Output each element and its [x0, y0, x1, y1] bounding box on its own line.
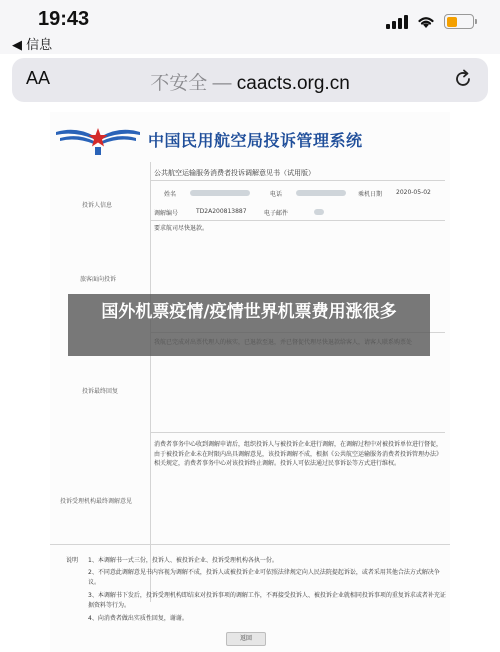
status-bar [0, 0, 500, 54]
request-text: 要求航司尽快退款。 [154, 225, 209, 232]
note-item: 4、向消费者做出实质性回复，谢谢。 [88, 615, 188, 622]
site-header [50, 118, 450, 162]
mediation-no-label: 调解编号 [154, 210, 179, 217]
reload-icon[interactable] [452, 68, 474, 90]
agency-opinion-text: 消费者事务中心收到调解申请后，组织投诉人与被投诉企业进行调解，在调解过程中对被投诉单位进行督促，由于被投诉企业未在时限内出具调解意见，该投诉调解不成，根据《公共航空运输服务消费者投诉管理办法》相关规定，消费者事务中心对该投诉终止调解。投诉人可依法通过民事诉讼等方式进行维权。 [154, 441, 443, 467]
wifi-icon [416, 14, 436, 29]
note-item: 2、不同意此调解意见书内容视为调解不成，投诉人或被投诉企业可依照法律规定向人民法院提起诉讼，或者采用其他合法方式解决争议。 [88, 569, 440, 586]
back-button[interactable]: 返回 [226, 632, 266, 646]
email-value [314, 208, 324, 215]
name-value [190, 189, 250, 196]
name-label: 姓名 [164, 191, 177, 198]
form-divider [150, 162, 151, 602]
agency-section-label: 投诉受理机构最终调解意见 [60, 498, 133, 505]
mediation-no-value: TD2A200813887 [196, 208, 247, 215]
complainant-section-label: 投诉人信息 [82, 202, 113, 209]
domain-text: caacts.org.cn [236, 73, 350, 94]
back-to-messages-link[interactable]: ◀ 信息 [12, 38, 53, 53]
phone-value [296, 189, 346, 196]
url-field[interactable] [12, 68, 488, 95]
notes-label: 说明 [66, 557, 79, 564]
cellular-signal-icon [386, 15, 408, 29]
not-secure-label: 不安全 — [150, 73, 232, 94]
form-rule [50, 544, 450, 545]
merchant-section-label: 旅客面向投诉 [80, 276, 117, 283]
note-item: 1、本调解书一式三份，投诉人、被投诉企业、投诉受理机构各执一份。 [88, 557, 278, 564]
overlay-banner [68, 294, 430, 356]
status-icons [386, 14, 474, 29]
form-rule [150, 180, 445, 181]
site-title: 中国民用航空局投诉管理系统 [148, 131, 363, 150]
aa-label: AA [26, 68, 51, 88]
form-rule [150, 220, 445, 221]
form-rule [150, 432, 445, 433]
flight-date-value: 2020-05-02 [396, 189, 431, 196]
banner-headline: 国外机票疫情/疫情世界机票费用涨很多 [101, 302, 397, 322]
email-label: 电子邮件 [264, 210, 289, 217]
battery-icon [444, 14, 474, 29]
address-bar[interactable] [12, 58, 488, 102]
clock-time: 19:43 [38, 8, 90, 30]
form-title: 公共航空运输服务消费者投诉调解意见书（试用版） [154, 169, 315, 177]
caac-wings-logo-icon [54, 122, 142, 158]
webpage-content [50, 112, 450, 652]
flight-date-label: 乘机日期 [358, 191, 383, 198]
note-item: 3、本调解书下发后，投诉受理机构即结束对投诉事项的调解工作，不再接受投诉人、被投诉企业就相同投诉事项的重复诉求或者补充证据资料等行为。 [88, 592, 446, 609]
phone-label: 电话 [270, 191, 283, 198]
final-reply-section-label: 投诉最终回复 [82, 388, 119, 395]
